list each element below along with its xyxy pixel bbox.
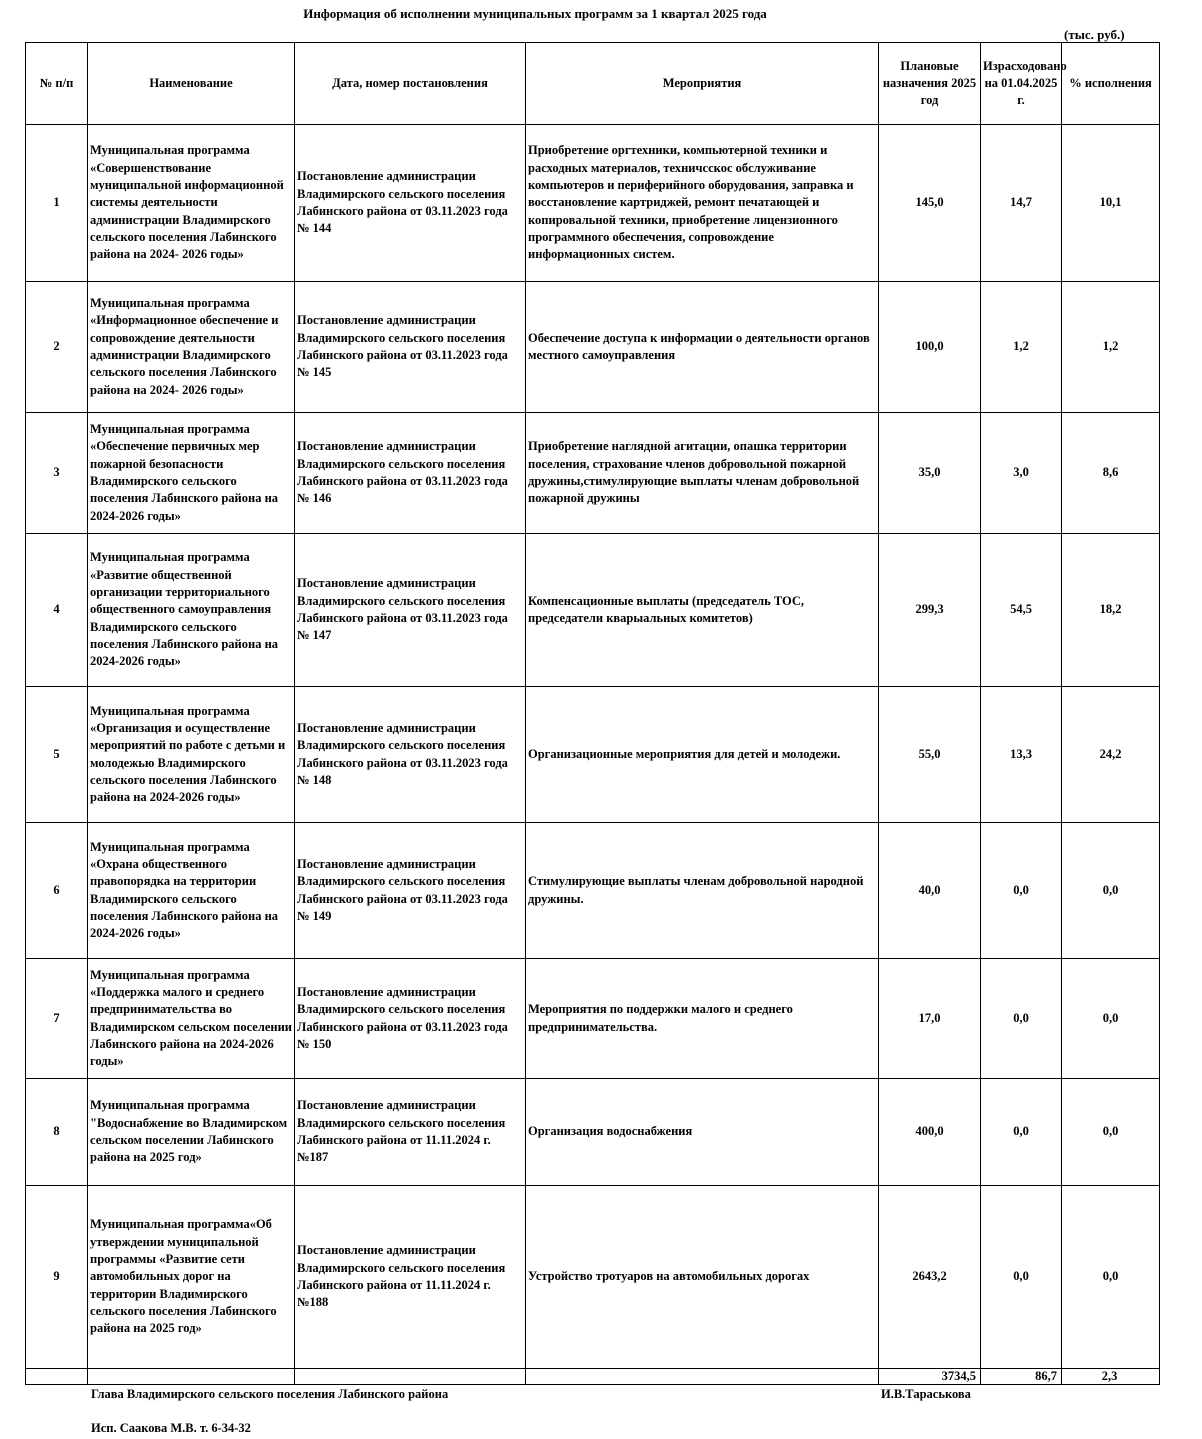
row-decree: Постановление администрации Владимирского сельского поселения Лабинского района от 11.11.2024 г. №188 xyxy=(295,1186,526,1369)
row-activity: Обеспечение доступа к информации о деятельности органов местного самоуправления xyxy=(526,282,879,413)
row-decree: Постановление администрации Владимирского сельского поселения Лабинского района от 11.11.2024 г. №187 xyxy=(295,1079,526,1186)
row-decree: Постановление администрации Владимирского сельского поселения Лабинского района от 03.11.2023 года № 146 xyxy=(295,413,526,534)
row-activity: Мероприятия по поддержки малого и среднего предпринимательства. xyxy=(526,959,879,1079)
table-row xyxy=(26,534,1160,687)
row-name: Муниципальная программа «Обеспечение первичных мер пожарной безопасности Владимирского сельского поселения Лабинского района на 2024-2026 годы» xyxy=(88,413,295,534)
row-spent: 3,0 xyxy=(981,413,1062,534)
document-title: Информация об исполнении муниципальных программ за 1 квартал 2025 года xyxy=(303,6,767,21)
total-plan: 3734,5 xyxy=(879,1369,981,1385)
row-decree: Постановление администрации Владимирского сельского поселения Лабинского района от 03.11.2023 года № 150 xyxy=(295,959,526,1079)
row-decree: Постановление администрации Владимирского сельского поселения Лабинского района от 03.11.2023 года № 147 xyxy=(295,534,526,687)
header-plan: Плановые назначения 2025 год xyxy=(879,43,981,125)
table-row xyxy=(26,959,1160,1079)
row-activity: Приобретение оргтехники, компьютерной техники и расходных материалов, техничсскос обслуживание компьютеров и периферийного оборудования, заправка и восстановление картриджей, ремонт печатающей и копировальной техники, приобретение лицензионного программного обеспечения, сопровождение информационных систем. xyxy=(526,125,879,282)
row-num: 5 xyxy=(26,687,88,823)
row-pct: 24,2 xyxy=(1062,687,1160,823)
row-spent: 1,2 xyxy=(981,282,1062,413)
totals-row xyxy=(26,1369,1160,1385)
row-decree: Постановление администрации Владимирского сельского поселения Лабинского района от 03.11.2023 года № 149 xyxy=(295,823,526,959)
row-plan: 145,0 xyxy=(879,125,981,282)
row-spent: 0,0 xyxy=(981,823,1062,959)
row-plan: 2643,2 xyxy=(879,1186,981,1369)
header-row xyxy=(26,43,1160,125)
row-spent: 14,7 xyxy=(981,125,1062,282)
row-num: 8 xyxy=(26,1079,88,1186)
total-spent: 86,7 xyxy=(981,1369,1062,1385)
table-row xyxy=(26,282,1160,413)
signer-name: И.В.Тараськова xyxy=(881,1387,971,1401)
row-pct: 0,0 xyxy=(1062,959,1160,1079)
row-name: Муниципальная программа «Развитие общественной организации территориального общественного самоуправления Владимирского сельского поселения Лабинского района на 2024-2026 годы» xyxy=(88,534,295,687)
row-pct: 10,1 xyxy=(1062,125,1160,282)
row-spent: 13,3 xyxy=(981,687,1062,823)
row-plan: 17,0 xyxy=(879,959,981,1079)
row-plan: 100,0 xyxy=(879,282,981,413)
row-num: 9 xyxy=(26,1186,88,1369)
row-spent: 0,0 xyxy=(981,1079,1062,1186)
row-plan: 400,0 xyxy=(879,1079,981,1186)
row-decree: Постановление администрации Владимирского сельского поселения Лабинского района от 03.11.2023 года № 145 xyxy=(295,282,526,413)
row-spent: 0,0 xyxy=(981,1186,1062,1369)
row-activity: Стимулирующие выплаты членам добровольной народной дружины. xyxy=(526,823,879,959)
row-pct: 18,2 xyxy=(1062,534,1160,687)
row-name: Муниципальная программа «Поддержка малого и среднего предпринимательства во Владимирском сельском поселении Лабинского района на 2024-2026 годы» xyxy=(88,959,295,1079)
table-row xyxy=(26,413,1160,534)
row-name: Муниципальная программа "Водоснабжение во Владимирском сельском поселении Лабинского района на 2025 год» xyxy=(88,1079,295,1186)
row-num: 3 xyxy=(26,413,88,534)
signature-line: Глава Владимирского сельского поселения Лабинского района xyxy=(91,1387,449,1401)
row-name: Муниципальная программа«Об утверждении муниципальной программы «Развитие сети автомобильных дорог на территории Владимирского сельского поселения Лабинского района на 2025 год» xyxy=(88,1186,295,1369)
row-activity: Организационные мероприятия для детей и молодежи. xyxy=(526,687,879,823)
units-label: (тыс. руб.) xyxy=(1064,27,1125,42)
row-plan: 35,0 xyxy=(879,413,981,534)
row-plan: 55,0 xyxy=(879,687,981,823)
header-spent: Израсходовано на 01.04.2025 г. xyxy=(981,43,1062,125)
row-name: Муниципальная программа «Информационное обеспечение и сопровождение деятельности администрации Владимирского сельского поселения Лабинского района на 2024- 2026 годы» xyxy=(88,282,295,413)
row-activity: Приобретение наглядной агитации, опашка территории поселения, страхование членов добровольной пожарной дружины,стимулирующие выплаты членам добровольной пожарной дружины xyxy=(526,413,879,534)
programs-table xyxy=(25,42,1160,1385)
table-row xyxy=(26,823,1160,959)
row-pct: 0,0 xyxy=(1062,823,1160,959)
row-pct: 0,0 xyxy=(1062,1079,1160,1186)
row-decree: Постановление администрации Владимирского сельского поселения Лабинского района от 03.11.2023 года № 144 xyxy=(295,125,526,282)
row-activity: Организация водоснабжения xyxy=(526,1079,879,1186)
header-pct: % исполнения xyxy=(1062,43,1160,125)
header-decree: Дата, номер постановления xyxy=(295,43,526,125)
total-pct: 2,3 xyxy=(1062,1369,1160,1385)
row-spent: 54,5 xyxy=(981,534,1062,687)
row-num: 2 xyxy=(26,282,88,413)
row-num: 1 xyxy=(26,125,88,282)
row-pct: 0,0 xyxy=(1062,1186,1160,1369)
row-name: Муниципальная программа «Совершенствование муниципальной информационной системы деятельности администрации Владимирского сельского поселения Лабинского района на 2024- 2026 годы» xyxy=(88,125,295,282)
header-num: № п/п xyxy=(26,43,88,125)
row-name: Муниципальная программа «Организация и осуществление мероприятий по работе с детьми и молодежью Владимирского сельского поселения Лабинского района на 2024-2026 годы» xyxy=(88,687,295,823)
table-row xyxy=(26,1186,1160,1369)
table-row xyxy=(26,125,1160,282)
header-activity: Мероприятия xyxy=(526,43,879,125)
row-name: Муниципальная программа «Охрана общественного правопорядка на территории Владимирского сельского поселения Лабинского района на 2024-2026 годы» xyxy=(88,823,295,959)
row-num: 4 xyxy=(26,534,88,687)
header-name: Наименование xyxy=(88,43,295,125)
row-activity: Устройство тротуаров на автомобильных дорогах xyxy=(526,1186,879,1369)
table-row xyxy=(26,1079,1160,1186)
row-activity: Компенсационные выплаты (председатель ТОС, председатели кварыальных комитетов) xyxy=(526,534,879,687)
row-plan: 40,0 xyxy=(879,823,981,959)
row-pct: 1,2 xyxy=(1062,282,1160,413)
row-num: 6 xyxy=(26,823,88,959)
row-plan: 299,3 xyxy=(879,534,981,687)
row-num: 7 xyxy=(26,959,88,1079)
row-pct: 8,6 xyxy=(1062,413,1160,534)
table-row xyxy=(26,687,1160,823)
row-decree: Постановление администрации Владимирского сельского поселения Лабинского района от 03.11.2023 года № 148 xyxy=(295,687,526,823)
executor-line: Исп. Саакова М.В. т. 6-34-32 xyxy=(91,1421,251,1435)
row-spent: 0,0 xyxy=(981,959,1062,1079)
